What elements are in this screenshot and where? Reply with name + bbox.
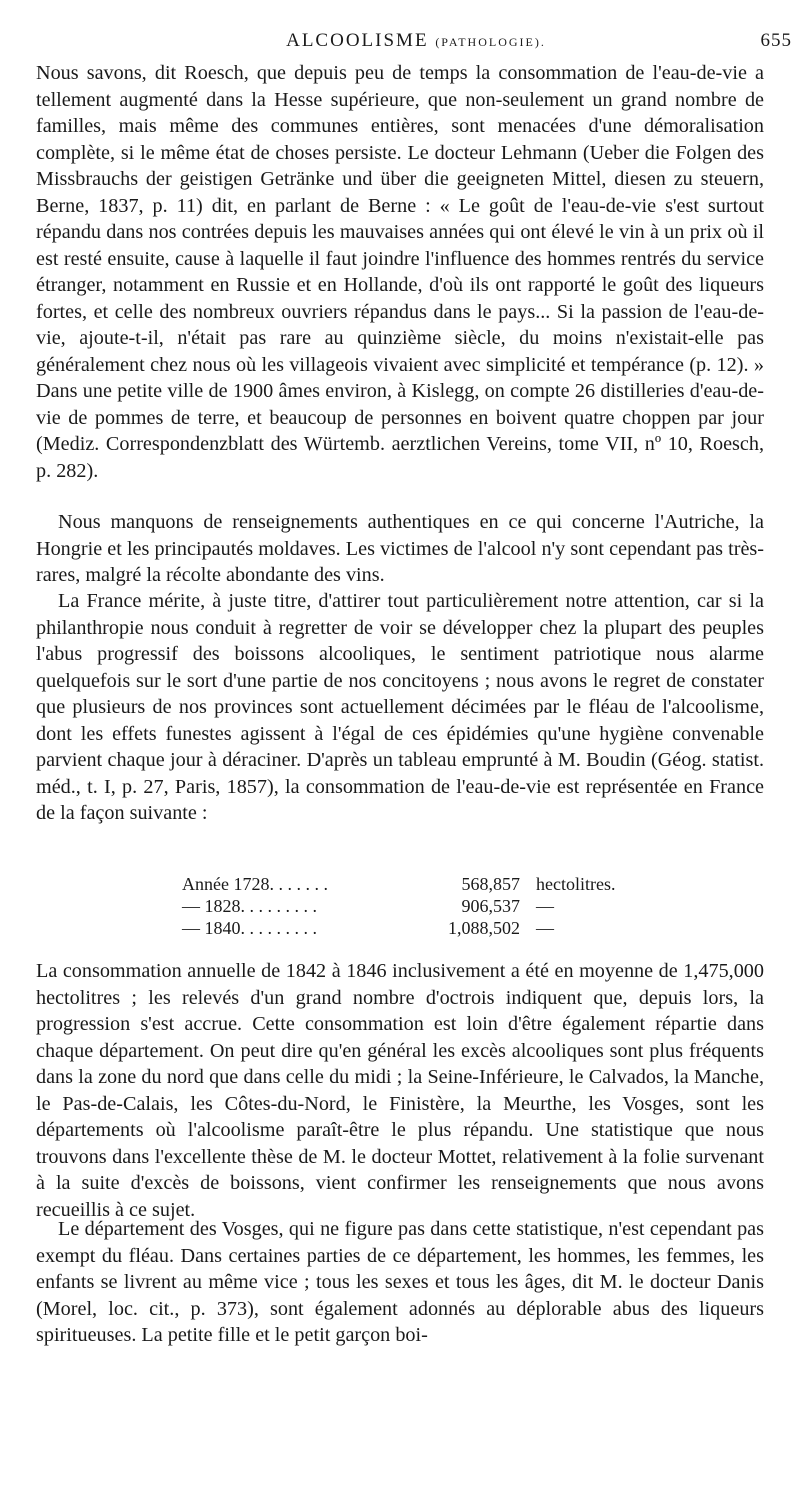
running-header <box>36 30 796 58</box>
paragraph-hesse-berne-kislegg <box>36 60 764 484</box>
paragraph-vosges <box>36 1216 764 1349</box>
table-cell-value: 568,857 <box>461 874 520 894</box>
paragraph-text: Nous savons, dit Roesch, que depuis peu de temps la consommation de l'eau-de-vie a tellement augmenté dans la Hesse supérieure, que non-seulement un grand nombre de familles, mais même des communes entières, sont menacées d'une démoralisation complète, si le même état de choses persiste. Le docteur Lehmann (Ueber die Folgen des Missbrauchs der geistigen Getränke und über die geeigneten Mittel, diesen zu steuern, Berne, 1837, p. 11) dit, en parlant de Berne : « Le goût de l'eau-de-vie s'est surtout répandu dans nos contrées depuis les mauvaises années qui ont élevé le vin à un prix où il est resté ensuite, cause à laquelle il faut joindre l'influence des hommes rentrés du service étranger, notamment en Russie et en Hollande, d'où ils ont rapporté le goût des liqueurs fortes, et celle des nombreux ouvriers répandus dans le pays... Si la passion de l'eau-de-vie, ajoute-t-il, n'était pas rare au quinzième siècle, du moins n'existait-elle pas généralement chez nous où les villageois vivaient avec simplicité et tempérance (p. 12). » Dans une petite ville de 1900 âmes environ, à Kislegg, on compte 26 distilleries d'eau-de-vie de pommes de terre, et beaucoup de personnes en boivent quatre choppen par jour (Mediz. Correspondenzblatt des Würtemb. aerztlichen Vereins, tome VII, nº 10, Roesch, p. 282). <box>36 62 764 482</box>
table-row <box>182 873 696 895</box>
table-cell-year: — 1828. . . . . . . . . <box>182 896 317 916</box>
paragraph-france <box>36 588 764 827</box>
table-cell-value: 1,088,502 <box>448 918 520 938</box>
table-cell-year: Année 1728. . . . . . . <box>182 874 328 894</box>
consumption-table <box>182 873 696 939</box>
page-number: 655 <box>760 30 792 51</box>
header-title: ALCOOLISME <box>286 30 429 51</box>
paragraph-text: La consommation annuelle de 1842 à 1846 inclusivement a été en moyenne de 1,475,000 hectolitres ; les relevés d'un grand nombre d'octrois indiquent que, depuis lors, la progression s'est accrue. Cette consommation est loin d'être également répartie dans chaque département. On peut dire qu'en général les excès alcooliques sont plus fréquents dans la zone du nord que dans celle du midi ; la Seine-Inférieure, le Calvados, la Manche, le Pas-de-Calais, les Côtes-du-Nord, le Finistère, la Meurthe, les Vosges, sont les départements où l'alcoolisme paraît-être le plus répandu. Une statistique que nous trouvons dans l'excellente thèse de M. le docteur Mottet, relativement à la folie survenant à la suite d'excès de boissons, vient confirmer les renseignements que nous avons recueillis à ce sujet. <box>36 960 764 1221</box>
paragraph-text: Nous manquons de renseignements authentiques en ce qui concerne l'Autriche, la Hongrie et les principautés moldaves. Les victimes de l'alcool n'y sont cependant pas très-rares, malgré la récolte abondante des vins. <box>36 511 764 586</box>
table-row <box>182 895 696 917</box>
table-cell-year: — 1840. . . . . . . . . <box>182 918 317 938</box>
paragraph-autriche <box>36 509 764 589</box>
paragraph-text: La France mérite, à juste titre, d'attirer tout particulièrement notre attention, car si la philanthropie nous conduit à regretter de voir se développer chez la plupart des peuples l'abus progressif des boissons alcooliques, le sentiment patriotique nous alarme quelquefois sur le sort d'une partie de nos concitoyens ; nous avons le regret de constater que plusieurs de nos provinces sont actuellement décimées par le fléau de l'alcoolisme, dont les effets funestes agissent à l'égal de ces épidémies qu'une hygiène convenable parvient chaque jour à déraciner. D'après un tableau emprunté à M. Boudin (Géog. statist. méd., t. I, p. 27, Paris, 1857), la consommation de l'eau-de-vie est représentée en France de la façon suivante : <box>36 590 764 824</box>
running-title <box>36 30 796 52</box>
table-cell-unit: — <box>536 918 554 938</box>
paragraph-text: Le département des Vosges, qui ne figure pas dans cette statistique, n'est cependant pas exempt du fléau. Dans certaines parties de ce département, les hommes, les femmes, les enfants se livrent au même vice ; tous les sexes et tous les âges, dit M. le docteur Danis (Morel, loc. cit., p. 373), sont également adonnés au déplorable abus des liqueurs spiritueuses. La petite fille et le petit garçon boi- <box>36 1218 764 1346</box>
table-row <box>182 917 696 939</box>
paragraph-consommation-annuelle <box>36 958 764 1223</box>
header-subtitle: (PATHOLOGIE). <box>435 35 546 49</box>
table-cell-unit: hectolitres. <box>536 874 616 894</box>
table-cell-value: 906,537 <box>461 896 520 916</box>
table-cell-unit: — <box>536 896 554 916</box>
